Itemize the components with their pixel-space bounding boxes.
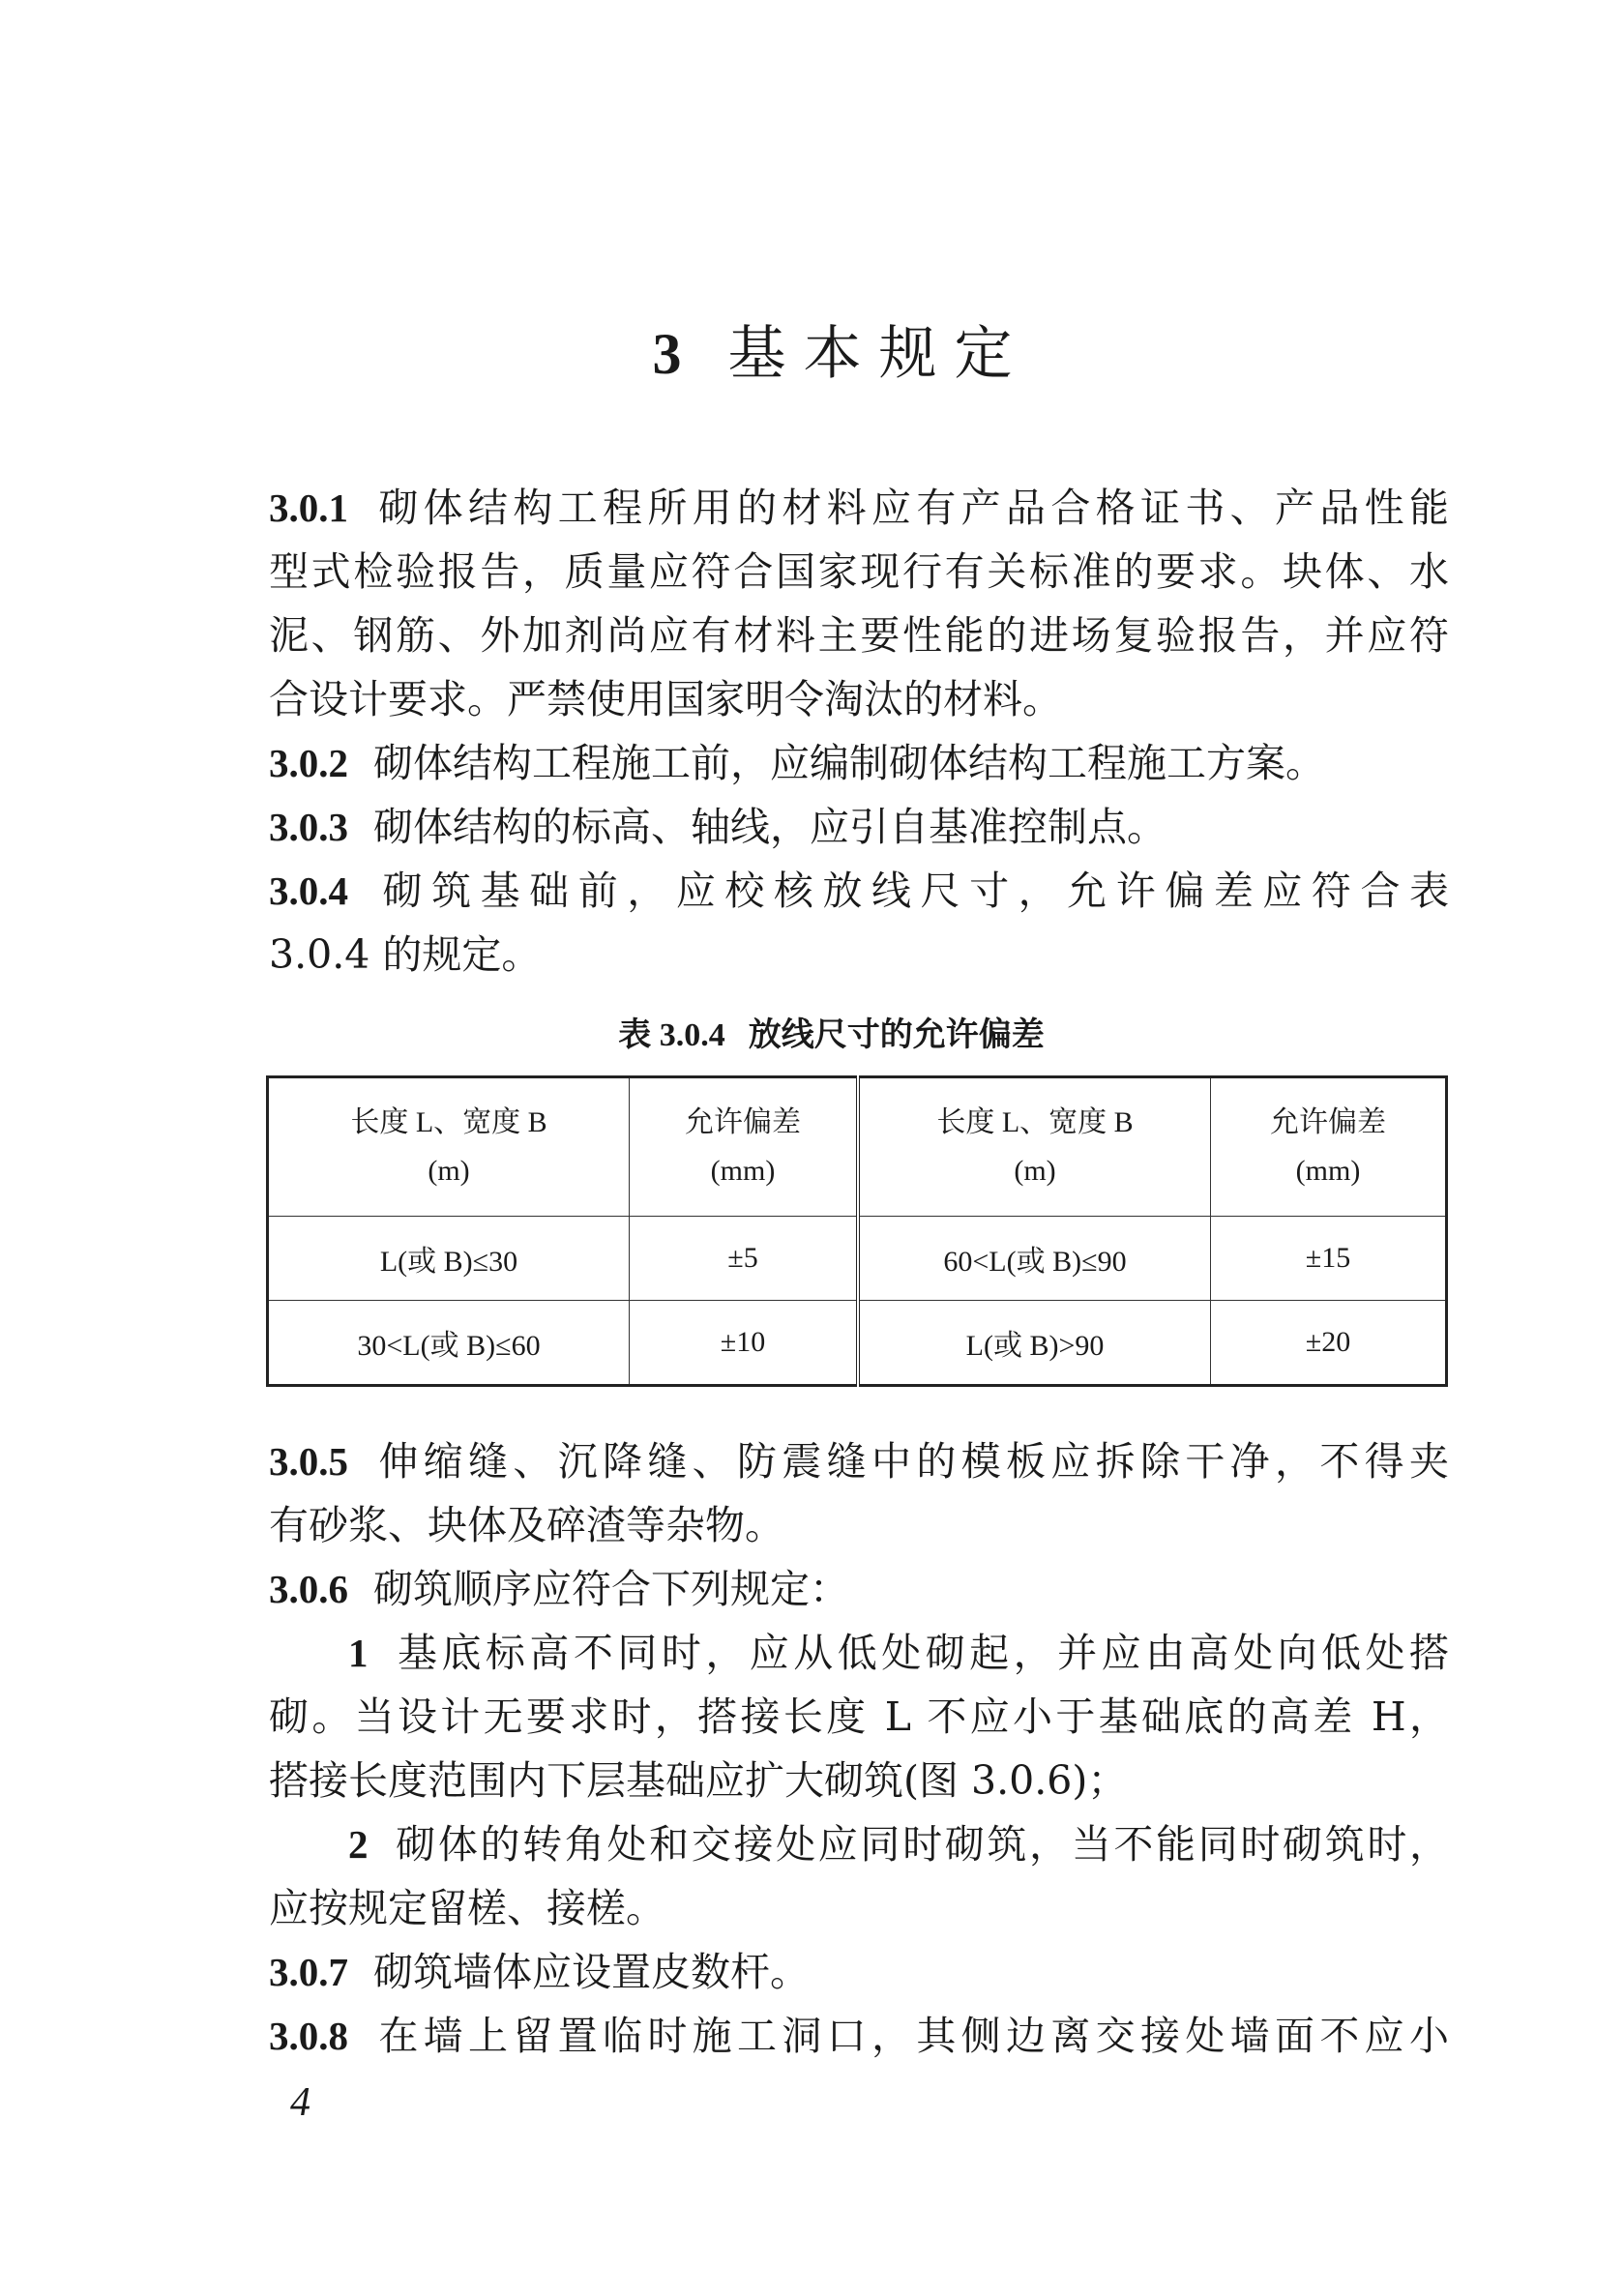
clause-3-0-1-line-3: 泥、钢筋、外加剂尚应有材料主要性能的进场复验报告，并应符	[269, 612, 1449, 659]
table-row	[268, 1217, 1447, 1301]
clauses-block-lower	[269, 1429, 1449, 2068]
clause-3-0-6-item-1-line-3: 搭接长度范围内下层基础应扩大砌筑(图 3.0.6)；	[269, 1757, 1128, 1804]
item-number: 2	[348, 1822, 369, 1867]
clause-3-0-6-item-1-line-1: 1 基底标高不同时，应从低处砌起，并应由高处向低处搭	[348, 1630, 1449, 1676]
header-cell: 长度 L、宽度 B (m)	[858, 1077, 1211, 1217]
chapter-number: 3	[652, 322, 699, 386]
table-cell: 30<L(或 B)≤60	[268, 1301, 630, 1386]
table-number: 表 3.0.4	[618, 1017, 725, 1053]
clause-3-0-4-line-1: 3.0.4 砌筑基础前，应校核放线尺寸，允许偏差应符合表	[269, 868, 1449, 914]
clause-number: 3.0.1	[269, 486, 348, 530]
clause-3-0-1-line-2: 型式检验报告，质量应符合国家现行有关标准的要求。块体、水	[269, 548, 1449, 595]
clause-number: 3.0.4	[269, 868, 348, 913]
clause-3-0-8: 3.0.8 在墙上留置临时施工洞口，其侧边离交接处墙面不应小	[269, 2013, 1449, 2059]
clause-3-0-6-item-1-line-2: 砌。当设计无要求时，搭接长度 L 不应小于基础底的高差 H，	[269, 1693, 1449, 1740]
table-cell: ±5	[630, 1217, 859, 1301]
clause-number: 3.0.2	[269, 741, 348, 785]
clause-3-0-5-line-1: 3.0.5 伸缩缝、沉降缝、防震缝中的模板应拆除干净，不得夹	[269, 1438, 1449, 1485]
header-cell: 长度 L、宽度 B (m)	[268, 1077, 630, 1217]
clause-3-0-2: 3.0.2 砌体结构工程施工前，应编制砌体结构工程施工方案。	[269, 740, 1325, 786]
table-caption-text: 放线尺寸的允许偏差	[748, 1016, 1045, 1054]
clause-3-0-1-line-4: 合设计要求。严禁使用国家明令淘汰的材料。	[269, 676, 1062, 722]
table-cell: ±15	[1211, 1217, 1447, 1301]
clause-number: 3.0.7	[269, 1950, 348, 1994]
tolerance-table	[266, 1075, 1448, 1387]
clause-number: 3.0.5	[269, 1439, 348, 1484]
clause-3-0-4-line-2: 3.0.4 的规定。	[269, 931, 542, 978]
clause-3-0-7: 3.0.7 砌筑墙体应设置皮数杆。	[269, 1949, 810, 1995]
clauses-block-upper	[269, 476, 1449, 986]
chapter-title	[0, 308, 1624, 391]
clause-3-0-6-item-2-line-1: 2 砌体的转角处和交接处应同时砌筑，当不能同时砌筑时，	[348, 1821, 1449, 1868]
table-header-row	[268, 1077, 1447, 1217]
header-cell: 允许偏差 (mm)	[1211, 1077, 1447, 1217]
table-row	[268, 1301, 1447, 1386]
clause-3-0-5-line-2: 有砂浆、块体及碎渣等杂物。	[269, 1502, 784, 1548]
table-cell: ±10	[630, 1301, 859, 1386]
clause-number: 3.0.3	[269, 805, 348, 849]
page-number: 4	[290, 2080, 310, 2125]
item-number: 1	[348, 1631, 369, 1675]
clause-3-0-1-line-1: 3.0.1 砌体结构工程所用的材料应有产品合格证书、产品性能	[269, 485, 1449, 531]
table-cell: L(或 B)≤30	[268, 1217, 630, 1301]
clause-3-0-3: 3.0.3 砌体结构的标高、轴线，应引自基准控制点。	[269, 804, 1166, 850]
table-cell: 60<L(或 B)≤90	[858, 1217, 1211, 1301]
table-cell: ±20	[1211, 1301, 1447, 1386]
table-cell: L(或 B)>90	[858, 1301, 1211, 1386]
clause-3-0-6-item-2-line-2: 应按规定留槎、接槎。	[269, 1885, 665, 1931]
clause-number: 3.0.8	[269, 2014, 348, 2058]
table-caption	[0, 1008, 1624, 1055]
header-cell: 允许偏差 (mm)	[630, 1077, 859, 1217]
clause-3-0-6: 3.0.6 砌筑顺序应符合下列规定：	[269, 1566, 849, 1612]
chapter-title-text: 基本规定	[727, 320, 1030, 388]
clause-number: 3.0.6	[269, 1567, 348, 1611]
